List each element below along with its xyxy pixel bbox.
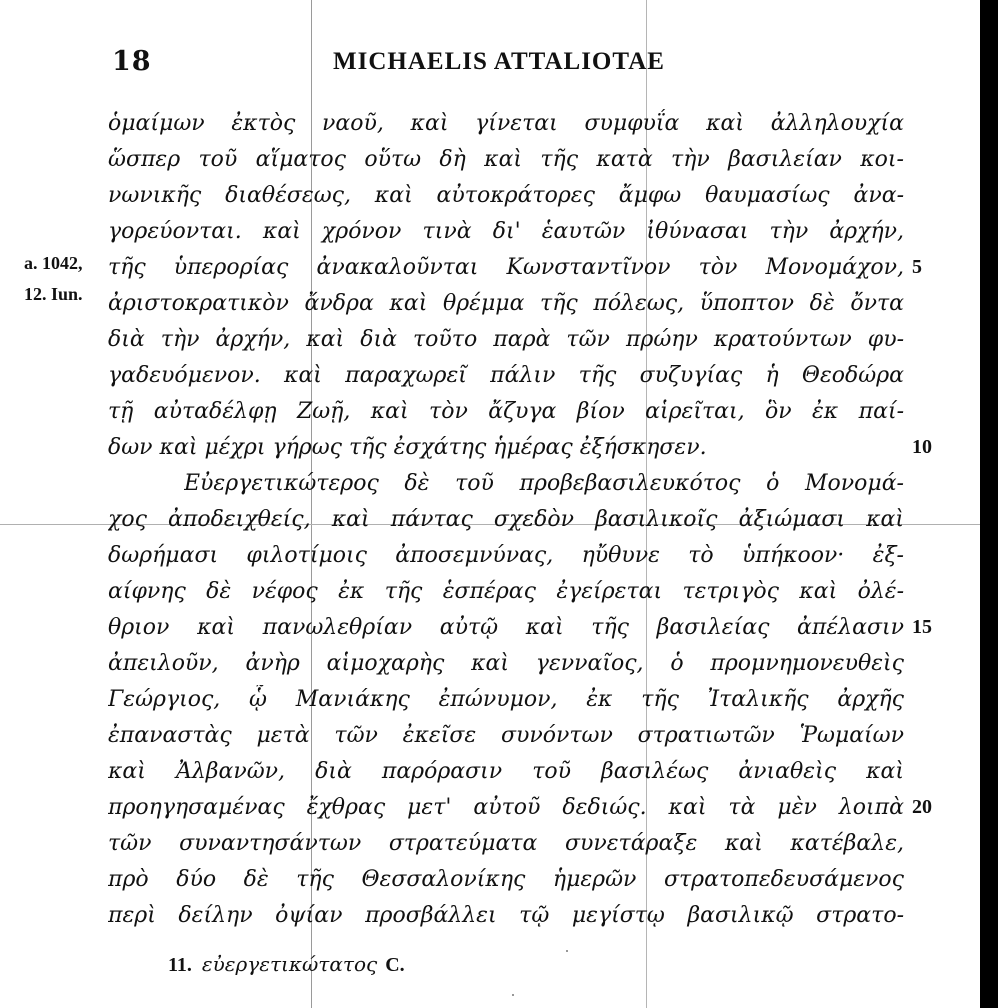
line-number: 5	[912, 256, 922, 278]
running-title: MICHAELIS ATTALIOTAE	[333, 48, 665, 75]
text-line: ὁμαίμων ἐκτὸς ναοῦ, καὶ γίνεται συμφυΐα καὶ ἀλληλουχία	[108, 111, 904, 136]
page-number: 18	[112, 46, 152, 77]
text-line: προηγησαμένας ἔχθρας μετ' αὐτοῦ δεδιώς. καὶ τὰ μὲν λοιπὰ	[108, 795, 904, 820]
scan-edge	[980, 0, 998, 1008]
text-line: ἐπαναστὰς μετὰ τῶν ἐκεῖσε συνόντων στρατιωτῶν Ῥωμαίων	[108, 723, 904, 748]
text-line: χος ἀποδειχθείς, καὶ πάντας σχεδὸν βασιλικοῖς ἀξιώμασι καὶ	[108, 507, 904, 532]
text-line: ὥσπερ τοῦ αἵματος οὕτω δὴ καὶ τῆς κατὰ τὴν βασιλείαν κοι-	[108, 147, 904, 172]
text-line: γορεύονται. καὶ χρόνον τινὰ δι' ἑαυτῶν ἰθύνασαι τὴν ἀρχήν,	[108, 219, 904, 244]
text-line: Γεώργιος, ᾧ Μανιάκης ἐπώνυμον, ἐκ τῆς Ἰταλικῆς ἀρχῆς	[108, 687, 904, 712]
margin-date-day: 12. Iun.	[24, 284, 83, 304]
scan-speck	[512, 994, 514, 996]
footnote-number: 11.	[168, 954, 192, 976]
footnote	[168, 952, 405, 977]
line-number: 10	[912, 436, 932, 458]
text-line: καὶ Ἀλβανῶν, διὰ παρόρασιν τοῦ βασιλέως ἀνιαθεὶς καὶ	[108, 759, 904, 784]
text-line: θριον καὶ πανωλεθρίαν αὐτῷ καὶ τῆς βασιλείας ἀπέλασιν	[108, 615, 904, 640]
paragraph-start-line: Εὐεργετικώτερος δὲ τοῦ προβεβασιλευκότος ὁ Μονομά-	[184, 471, 904, 496]
text-line: τῶν συναντησάντων στρατεύματα συνετάραξε καὶ κατέβαλε,	[108, 831, 904, 856]
text-line: γαδευόμενον. καὶ παραχωρεῖ πάλιν τῆς συζυγίας ἡ Θεοδώρα	[108, 363, 904, 388]
footnote-siglum: C.	[385, 954, 405, 976]
scan-speck	[566, 950, 568, 952]
text-line: τῇ αὐταδέλφῃ Ζωῇ, καὶ τὸν ἄζυγα βίον αἱρεῖται, ὃν ἐκ παί-	[108, 399, 904, 424]
text-line: αίφνης δὲ νέφος ἐκ τῆς ἑσπέρας ἐγείρεται τετριγὸς καὶ ὀλέ-	[108, 579, 904, 604]
text-line: δων καὶ μέχρι γήρως τῆς ἐσχάτης ἡμέρας ἐξήσκησεν.	[108, 435, 707, 460]
line-number: 15	[912, 616, 932, 638]
text-line: περὶ δείλην ὀψίαν προσβάλλει τῷ μεγίστῳ βασιλικῷ στρατο-	[108, 903, 904, 928]
text-line: τῆς ὑπερορίας ἀνακαλοῦνται Κωνσταντῖνον τὸν Μονομάχον,	[108, 255, 904, 280]
text-line: διὰ τὴν ἀρχήν, καὶ διὰ τοῦτο παρὰ τῶν πρώην κρατούντων φυ-	[108, 327, 904, 352]
text-line: νωνικῆς διαθέσεως, καὶ αὐτοκράτορες ἄμφω θαυμασίως ἀνα-	[108, 183, 904, 208]
text-line: δωρήμασι φιλοτίμοις ἀποσεμνύνας, ηὔθυνε τὸ ὑπήκοον· ἐξ-	[108, 543, 904, 568]
text-line: ἀπειλοῦν, ἀνὴρ αἱμοχαρὴς καὶ γενναῖος, ὁ προμνημονευθεὶς	[108, 651, 904, 676]
text-line: ἀριστοκρατικὸν ἄνδρα καὶ θρέμμα τῆς πόλεως, ὕποπτον δὲ ὄντα	[108, 291, 904, 316]
line-number: 20	[912, 796, 932, 818]
margin-date-year: a. 1042,	[24, 253, 83, 273]
text-line: πρὸ δύο δὲ τῆς Θεσσαλονίκης ἡμερῶν στρατοπεδευσάμενος	[108, 867, 904, 892]
footnote-reading: εὐεργετικώτατος	[201, 952, 378, 976]
